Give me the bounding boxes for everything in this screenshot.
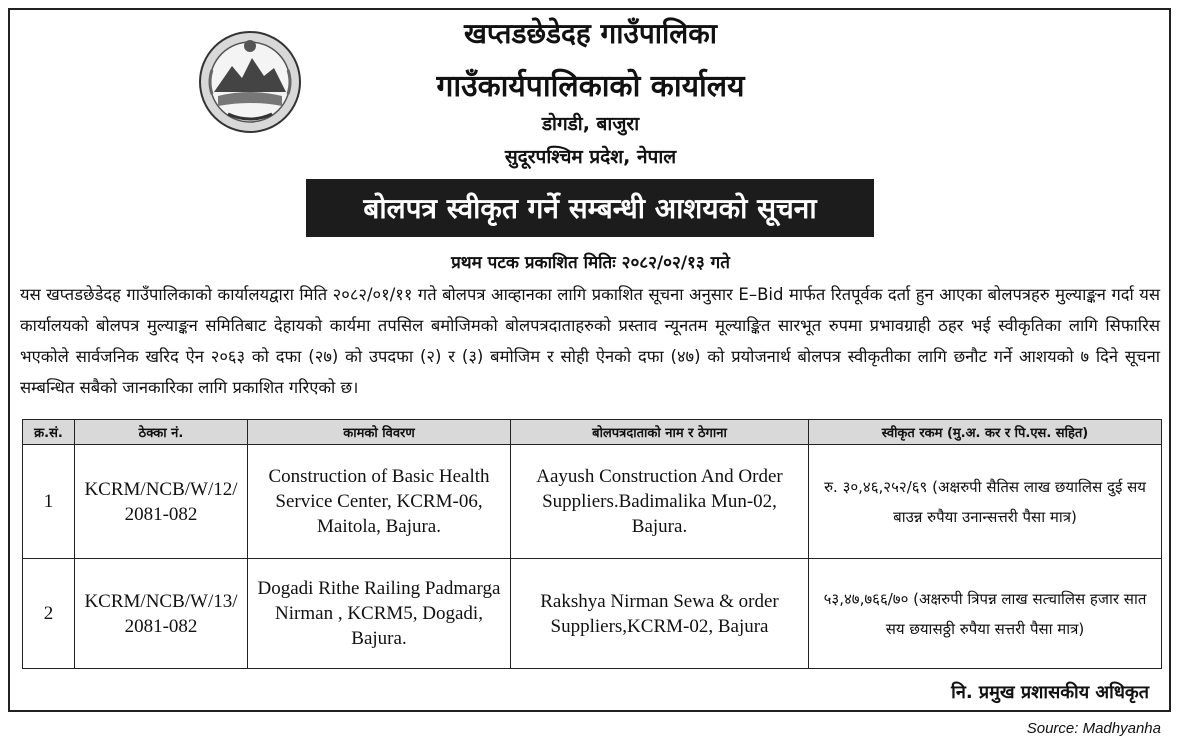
table-row (23, 445, 1162, 559)
cell-bidder: Aayush Construction And Order Suppliers.Badimalika Mun-02, Bajura. (511, 445, 809, 559)
cell-description: Construction of Basic Health Service Center, KCRM-06, Maitola, Bajura. (248, 445, 511, 559)
cell-sn: 1 (23, 445, 75, 559)
table-header-row (23, 420, 1162, 445)
cell-sn: 2 (23, 559, 75, 669)
cell-description: Dogadi Rithe Railing Padmarga Nirman , KCRM5, Dogadi, Bajura. (248, 559, 511, 669)
notice-title-text: बोलपत्र स्वीकृत गर्ने सम्बन्धी आशयको सूचना (363, 192, 817, 225)
header-contract-no: ठेक्का नं. (75, 420, 248, 445)
notice-body: यस खप्तडछेडेदह गाउँपालिकाको कार्यालयद्वारा मिति २०८२/०१/११ गते बोलपत्र आव्हानका लागि प्रकाशित सूचना अनुसार E–Bid मार्फत रितपूर्वक दर्ता हुन आएका बोलपत्रहरु मुल्याङ्कन गर्दा यस कार्यालयको बोलपत्र मुल्याङ्कन समितिबाट देहायको कार्यमा तपसिल बमोजिमको बोलपत्रदाताहरुको प्रस्ताव न्यूनतम मूल्याङ्कित सारभूत रुपमा प्रभावग्राही ठहर भई स्वीकृतिका लागि सिफारिस भएकोले सार्वजनिक खरिद ऐन २०६३ को दफा (२७) को उपदफा (२) र (३) बमोजिम र सोही ऐनको दफा (४७) को प्रयोजनार्थ बोलपत्र स्वीकृतीका लागि छनौट गर्ने आशयको ७ दिने सूचना सम्बन्धित सबैको जानकारिका लागि प्रकाशित गरिएको छ। (20, 285, 1160, 397)
municipality-name: खप्तडछेडेदह गाउँपालिका (463, 17, 718, 50)
table-row (23, 559, 1162, 669)
published-date: प्रथम पटक प्रकाशित मितिः २०८२/०२/१३ गते (451, 253, 730, 273)
header-description: कामको विवरण (248, 420, 511, 445)
source-credit: Source: Madhyanha (1026, 720, 1161, 737)
cell-contract-no: KCRM/NCB/W/13/2081-082 (75, 559, 248, 669)
cell-contract-no: KCRM/NCB/W/12/2081-082 (75, 445, 248, 559)
office-location: डोगडी, बाजुरा (541, 113, 640, 135)
award-table (22, 419, 1162, 669)
header-amount: स्वीकृत रकम (मु.अ. कर र पि.एस. सहित) (809, 420, 1162, 445)
cell-amount: ५३,४७,७६६/७० (अक्षरुपी त्रिपन्न लाख सत्चालिस हजार सात सय छयासठ्ठी रुपैया सत्तरी पैसा मात्र) (809, 559, 1162, 669)
notice-title (306, 179, 874, 237)
cell-amount: रु. ३०,४६,२५२/६९ (अक्षरुपी सैतिस लाख छयालिस दुई सय बाउन्न रुपैया उनान्सत्तरी पैसा मात्र) (809, 445, 1162, 559)
province-name: सुदूरपश्चिम प्रदेश, नेपाल (504, 146, 677, 168)
header-sn: क्र.सं. (23, 420, 75, 445)
cell-bidder: Rakshya Nirman Sewa & order Suppliers,KCRM-02, Bajura (511, 559, 809, 669)
office-name: गाउँकार्यपालिकाको कार्यालय (436, 69, 745, 104)
header-bidder: बोलपत्रदाताको नाम र ठेगाना (511, 420, 809, 445)
signatory-title: नि. प्रमुख प्रशासकीय अधिकृत (951, 682, 1149, 703)
